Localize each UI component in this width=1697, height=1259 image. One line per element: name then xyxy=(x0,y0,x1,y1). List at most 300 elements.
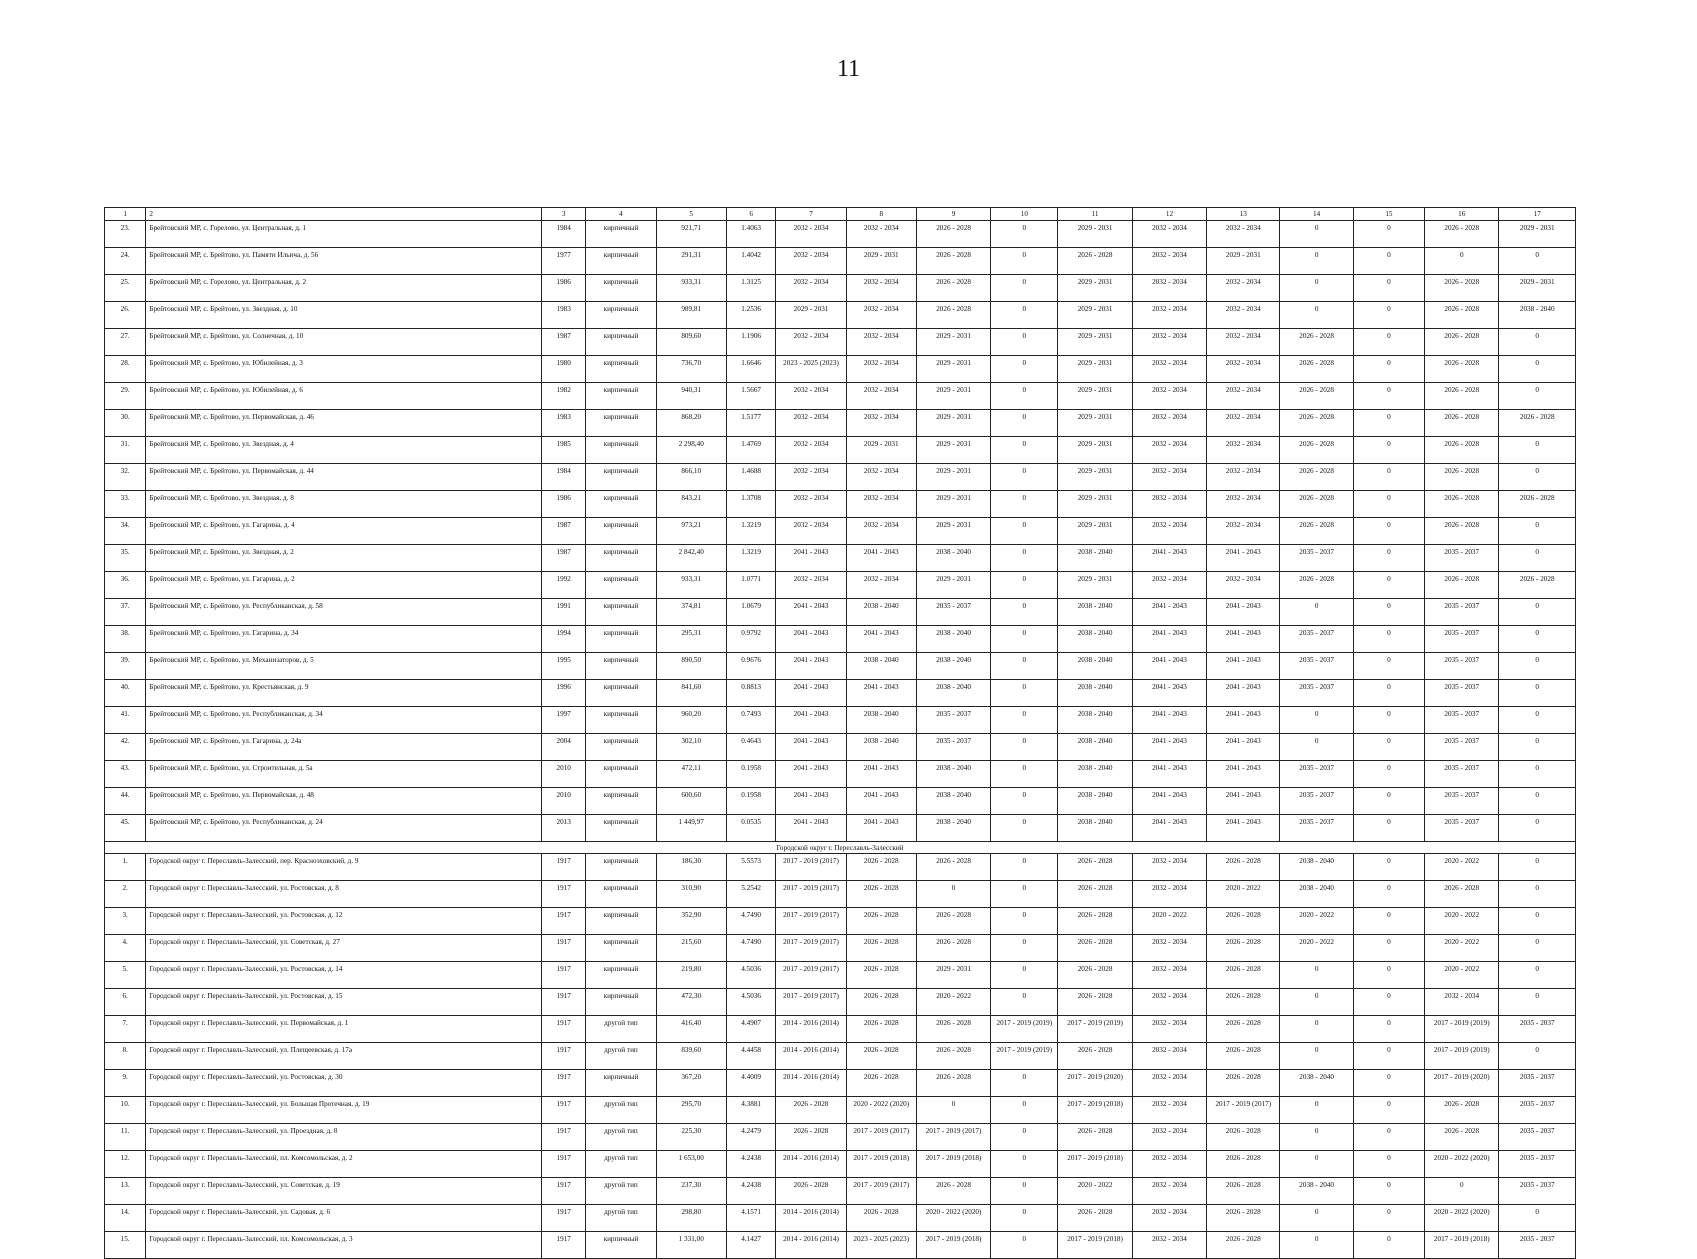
cell-col-10: 0 xyxy=(991,881,1058,908)
cell-col-15: 0 xyxy=(1353,491,1424,518)
address-cell: Брейтовский МР, с. Брейтово, ул. Первомайская, д. 44 xyxy=(146,464,542,491)
cell-col-4: кирпичный xyxy=(586,329,656,356)
cell-col-1: 27. xyxy=(105,329,146,356)
cell-col-16: 2017 - 2019 (2018) xyxy=(1425,1232,1499,1259)
cell-col-10: 0 xyxy=(991,464,1058,491)
page-number: 11 xyxy=(836,56,861,82)
cell-col-17: 0 xyxy=(1499,653,1576,680)
cell-col-11: 2038 - 2040 xyxy=(1058,761,1132,788)
cell-col-9: 2035 - 2037 xyxy=(916,599,990,626)
cell-col-12: 2032 - 2034 xyxy=(1132,1097,1206,1124)
cell-col-8: 2041 - 2043 xyxy=(846,815,916,842)
cell-col-12: 2032 - 2034 xyxy=(1132,1151,1206,1178)
address-cell: Брейтовский МР, с. Брейтово, ул. Звездная, д. 4 xyxy=(146,437,542,464)
cell-col-4: 4 xyxy=(586,208,656,221)
cell-col-15: 0 xyxy=(1353,275,1424,302)
cell-col-13: 2026 - 2028 xyxy=(1207,989,1280,1016)
cell-col-4: кирпичный xyxy=(586,908,656,935)
table-row xyxy=(105,680,1576,707)
cell-col-10: 0 xyxy=(991,545,1058,572)
cell-col-16: 2026 - 2028 xyxy=(1425,491,1499,518)
cell-col-8: 2041 - 2043 xyxy=(846,545,916,572)
cell-col-8: 2026 - 2028 xyxy=(846,881,916,908)
cell-col-5: 921,71 xyxy=(656,221,726,248)
cell-col-8: 2038 - 2040 xyxy=(846,707,916,734)
cell-col-8: 2026 - 2028 xyxy=(846,1043,916,1070)
cell-col-8: 2032 - 2034 xyxy=(846,275,916,302)
cell-col-6: 0.9792 xyxy=(726,626,776,653)
table-row xyxy=(105,491,1576,518)
cell-col-10: 0 xyxy=(991,329,1058,356)
cell-col-8: 2017 - 2019 (2017) xyxy=(846,1124,916,1151)
cell-col-7: 2041 - 2043 xyxy=(776,707,846,734)
cell-col-13: 13 xyxy=(1207,208,1280,221)
cell-col-13: 2032 - 2034 xyxy=(1207,275,1280,302)
cell-col-17: 2035 - 2037 xyxy=(1499,1070,1576,1097)
cell-col-14: 2026 - 2028 xyxy=(1280,410,1353,437)
cell-col-15: 0 xyxy=(1353,221,1424,248)
cell-col-17: 2035 - 2037 xyxy=(1499,1151,1576,1178)
address-cell: Городской округ г. Переславль-Залесский, ул. Ростовская, д. 15 xyxy=(146,989,542,1016)
cell-col-11: 2038 - 2040 xyxy=(1058,626,1132,653)
cell-col-11: 2029 - 2031 xyxy=(1058,302,1132,329)
cell-col-7: 2032 - 2034 xyxy=(776,464,846,491)
address-cell: Городской округ г. Переславль-Залесский, ул. Ростовская, д. 14 xyxy=(146,962,542,989)
cell-col-10: 0 xyxy=(991,626,1058,653)
cell-col-3: 1983 xyxy=(541,410,585,437)
cell-col-17: 0 xyxy=(1499,626,1576,653)
cell-col-10: 0 xyxy=(991,1178,1058,1205)
cell-col-12: 2041 - 2043 xyxy=(1132,761,1206,788)
cell-col-9: 2038 - 2040 xyxy=(916,788,990,815)
cell-col-12: 2032 - 2034 xyxy=(1132,1232,1206,1259)
cell-col-5: 843,21 xyxy=(656,491,726,518)
cell-col-10: 10 xyxy=(991,208,1058,221)
cell-col-13: 2032 - 2034 xyxy=(1207,383,1280,410)
cell-col-4: кирпичный xyxy=(586,383,656,410)
cell-col-5: 302,10 xyxy=(656,734,726,761)
cell-col-5: 310,90 xyxy=(656,881,726,908)
cell-col-8: 2023 - 2025 (2023) xyxy=(846,1232,916,1259)
cell-col-17: 0 xyxy=(1499,908,1576,935)
section-row xyxy=(105,842,1576,854)
cell-col-4: кирпичный xyxy=(586,599,656,626)
address-cell: Городской округ г. Переславль-Залесский, пер. Красноэховский, д. 9 xyxy=(146,854,542,881)
cell-col-17: 0 xyxy=(1499,854,1576,881)
cell-col-16: 16 xyxy=(1425,208,1499,221)
cell-col-5: 295,31 xyxy=(656,626,726,653)
cell-col-3: 1917 xyxy=(541,854,585,881)
cell-col-1: 4. xyxy=(105,935,146,962)
cell-col-9: 2029 - 2031 xyxy=(916,356,990,383)
cell-col-14: 2026 - 2028 xyxy=(1280,464,1353,491)
cell-col-5: 866,10 xyxy=(656,464,726,491)
cell-col-12: 2032 - 2034 xyxy=(1132,1178,1206,1205)
cell-col-15: 0 xyxy=(1353,734,1424,761)
cell-col-1: 3. xyxy=(105,908,146,935)
cell-col-4: другой тип xyxy=(586,1205,656,1232)
table-row xyxy=(105,1016,1576,1043)
cell-col-7: 2017 - 2019 (2017) xyxy=(776,935,846,962)
cell-col-1: 13. xyxy=(105,1178,146,1205)
cell-col-11: 2038 - 2040 xyxy=(1058,599,1132,626)
cell-col-14: 0 xyxy=(1280,1097,1353,1124)
cell-col-5: 933,31 xyxy=(656,275,726,302)
cell-col-10: 0 xyxy=(991,599,1058,626)
cell-col-7: 2041 - 2043 xyxy=(776,680,846,707)
cell-col-7: 2017 - 2019 (2017) xyxy=(776,908,846,935)
cell-col-9: 2029 - 2031 xyxy=(916,329,990,356)
cell-col-14: 0 xyxy=(1280,989,1353,1016)
cell-col-14: 14 xyxy=(1280,208,1353,221)
cell-col-3: 1987 xyxy=(541,545,585,572)
cell-col-12: 2032 - 2034 xyxy=(1132,248,1206,275)
cell-col-11: 2020 - 2022 xyxy=(1058,1178,1132,1205)
cell-col-16: 2026 - 2028 xyxy=(1425,518,1499,545)
cell-col-12: 2032 - 2034 xyxy=(1132,518,1206,545)
cell-col-5: 2 298,40 xyxy=(656,437,726,464)
cell-col-7: 2041 - 2043 xyxy=(776,788,846,815)
cell-col-13: 2041 - 2043 xyxy=(1207,680,1280,707)
cell-col-17: 0 xyxy=(1499,356,1576,383)
cell-col-8: 2032 - 2034 xyxy=(846,491,916,518)
cell-col-1: 25. xyxy=(105,275,146,302)
table-row xyxy=(105,221,1576,248)
cell-col-1: 15. xyxy=(105,1232,146,1259)
cell-col-7: 2041 - 2043 xyxy=(776,653,846,680)
table-row xyxy=(105,788,1576,815)
cell-col-9: 2026 - 2028 xyxy=(916,1043,990,1070)
cell-col-7: 2014 - 2016 (2014) xyxy=(776,1070,846,1097)
address-cell: Городской округ г. Переславль-Залесский, ул. Садовая, д. 6 xyxy=(146,1205,542,1232)
address-cell: Брейтовский МР, с. Брейтово, ул. Гагарина, д. 2 xyxy=(146,572,542,599)
cell-col-11: 2029 - 2031 xyxy=(1058,329,1132,356)
cell-col-14: 0 xyxy=(1280,599,1353,626)
cell-col-10: 0 xyxy=(991,908,1058,935)
cell-col-10: 0 xyxy=(991,788,1058,815)
cell-col-6: 4.4009 xyxy=(726,1070,776,1097)
cell-col-7: 2032 - 2034 xyxy=(776,221,846,248)
cell-col-10: 0 xyxy=(991,437,1058,464)
cell-col-1: 23. xyxy=(105,221,146,248)
cell-col-4: другой тип xyxy=(586,1124,656,1151)
cell-col-15: 0 xyxy=(1353,707,1424,734)
cell-col-15: 0 xyxy=(1353,680,1424,707)
cell-col-16: 2035 - 2037 xyxy=(1425,788,1499,815)
cell-col-1: 12. xyxy=(105,1151,146,1178)
cell-col-7: 2041 - 2043 xyxy=(776,626,846,653)
cell-col-3: 1917 xyxy=(541,1232,585,1259)
cell-col-7: 2032 - 2034 xyxy=(776,329,846,356)
cell-col-10: 0 xyxy=(991,734,1058,761)
cell-col-13: 2032 - 2034 xyxy=(1207,464,1280,491)
address-cell: Городской округ г. Переславль-Залесский, ул. Советская, д. 19 xyxy=(146,1178,542,1205)
cell-col-10: 2017 - 2019 (2019) xyxy=(991,1043,1058,1070)
cell-col-5: 1 331,00 xyxy=(656,1232,726,1259)
address-cell: Брейтовский МР, с. Брейтово, ул. Гагарина, д. 4 xyxy=(146,518,542,545)
cell-col-13: 2026 - 2028 xyxy=(1207,1070,1280,1097)
cell-col-11: 2026 - 2028 xyxy=(1058,908,1132,935)
cell-col-7: 2014 - 2016 (2014) xyxy=(776,1151,846,1178)
cell-col-15: 0 xyxy=(1353,1124,1424,1151)
cell-col-6: 5.2542 xyxy=(726,881,776,908)
cell-col-15: 0 xyxy=(1353,1205,1424,1232)
cell-col-1: 30. xyxy=(105,410,146,437)
cell-col-6: 4.5036 xyxy=(726,989,776,1016)
cell-col-8: 2026 - 2028 xyxy=(846,1070,916,1097)
cell-col-7: 2032 - 2034 xyxy=(776,437,846,464)
cell-col-13: 2032 - 2034 xyxy=(1207,491,1280,518)
cell-col-12: 2041 - 2043 xyxy=(1132,626,1206,653)
cell-col-1: 26. xyxy=(105,302,146,329)
cell-col-8: 2041 - 2043 xyxy=(846,761,916,788)
table-row xyxy=(105,464,1576,491)
cell-col-14: 0 xyxy=(1280,1151,1353,1178)
cell-col-15: 0 xyxy=(1353,464,1424,491)
cell-col-15: 0 xyxy=(1353,1178,1424,1205)
cell-col-17: 0 xyxy=(1499,1043,1576,1070)
cell-col-4: кирпичный xyxy=(586,935,656,962)
cell-col-14: 0 xyxy=(1280,1016,1353,1043)
cell-col-17: 0 xyxy=(1499,383,1576,410)
cell-col-17: 2035 - 2037 xyxy=(1499,1232,1576,1259)
cell-col-12: 2032 - 2034 xyxy=(1132,437,1206,464)
cell-col-10: 0 xyxy=(991,275,1058,302)
cell-col-5: 374,81 xyxy=(656,599,726,626)
cell-col-12: 2020 - 2022 xyxy=(1132,908,1206,935)
cell-col-13: 2041 - 2043 xyxy=(1207,707,1280,734)
cell-col-5: 940,31 xyxy=(656,383,726,410)
register-table xyxy=(104,207,1576,1259)
cell-col-14: 0 xyxy=(1280,221,1353,248)
cell-col-7: 2029 - 2031 xyxy=(776,302,846,329)
cell-col-15: 0 xyxy=(1353,1232,1424,1259)
cell-col-16: 2026 - 2028 xyxy=(1425,410,1499,437)
cell-col-15: 15 xyxy=(1353,208,1424,221)
cell-col-3: 1917 xyxy=(541,962,585,989)
cell-col-14: 2035 - 2037 xyxy=(1280,815,1353,842)
cell-col-1: 7. xyxy=(105,1016,146,1043)
address-cell: Брейтовский МР, с. Брейтово, ул. Памяти Ильича, д. 56 xyxy=(146,248,542,275)
cell-col-14: 2026 - 2028 xyxy=(1280,383,1353,410)
cell-col-5: 416,40 xyxy=(656,1016,726,1043)
table-row xyxy=(105,356,1576,383)
cell-col-7: 2014 - 2016 (2014) xyxy=(776,1232,846,1259)
cell-col-8: 2038 - 2040 xyxy=(846,599,916,626)
cell-col-3: 2013 xyxy=(541,815,585,842)
cell-col-16: 2026 - 2028 xyxy=(1425,437,1499,464)
cell-col-17: 0 xyxy=(1499,599,1576,626)
cell-col-17: 2029 - 2031 xyxy=(1499,221,1576,248)
cell-col-15: 0 xyxy=(1353,437,1424,464)
cell-col-11: 2029 - 2031 xyxy=(1058,572,1132,599)
cell-col-7: 2026 - 2028 xyxy=(776,1097,846,1124)
cell-col-1: 43. xyxy=(105,761,146,788)
cell-col-16: 2026 - 2028 xyxy=(1425,329,1499,356)
cell-col-11: 11 xyxy=(1058,208,1132,221)
cell-col-6: 4.2479 xyxy=(726,1124,776,1151)
cell-col-17: 2026 - 2028 xyxy=(1499,410,1576,437)
cell-col-13: 2032 - 2034 xyxy=(1207,518,1280,545)
cell-col-3: 1917 xyxy=(541,1016,585,1043)
cell-col-6: 1.0771 xyxy=(726,572,776,599)
cell-col-3: 1917 xyxy=(541,1151,585,1178)
cell-col-14: 0 xyxy=(1280,1205,1353,1232)
cell-col-17: 2038 - 2040 xyxy=(1499,302,1576,329)
cell-col-10: 0 xyxy=(991,1151,1058,1178)
cell-col-14: 2035 - 2037 xyxy=(1280,626,1353,653)
address-cell: Брейтовский МР, с. Брейтово, ул. Гагарина, д. 24а xyxy=(146,734,542,761)
cell-col-6: 1.0679 xyxy=(726,599,776,626)
cell-col-5: 472,11 xyxy=(656,761,726,788)
cell-col-13: 2041 - 2043 xyxy=(1207,545,1280,572)
cell-col-8: 2026 - 2028 xyxy=(846,935,916,962)
table-row xyxy=(105,1043,1576,1070)
address-cell: Городской округ г. Переславль-Залесский, ул. Проездная, д. 8 xyxy=(146,1124,542,1151)
cell-col-1: 37. xyxy=(105,599,146,626)
table-row xyxy=(105,734,1576,761)
cell-col-9: 2020 - 2022 (2020) xyxy=(916,1205,990,1232)
cell-col-5: 1 449,97 xyxy=(656,815,726,842)
cell-col-7: 7 xyxy=(776,208,846,221)
cell-col-1: 36. xyxy=(105,572,146,599)
cell-col-17: 0 xyxy=(1499,464,1576,491)
cell-col-6: 0.8813 xyxy=(726,680,776,707)
cell-col-6: 0.4643 xyxy=(726,734,776,761)
cell-col-8: 2017 - 2019 (2018) xyxy=(846,1151,916,1178)
cell-col-16: 2020 - 2022 (2020) xyxy=(1425,1151,1499,1178)
cell-col-10: 0 xyxy=(991,1124,1058,1151)
cell-col-15: 0 xyxy=(1353,1151,1424,1178)
table-row xyxy=(105,1178,1576,1205)
cell-col-17: 2026 - 2028 xyxy=(1499,572,1576,599)
cell-col-6: 0.7493 xyxy=(726,707,776,734)
cell-col-12: 2041 - 2043 xyxy=(1132,734,1206,761)
cell-col-8: 2032 - 2034 xyxy=(846,464,916,491)
cell-col-10: 0 xyxy=(991,1097,1058,1124)
cell-col-17: 0 xyxy=(1499,815,1576,842)
cell-col-16: 2017 - 2019 (2020) xyxy=(1425,1070,1499,1097)
cell-col-15: 0 xyxy=(1353,302,1424,329)
cell-col-16: 2035 - 2037 xyxy=(1425,680,1499,707)
cell-col-14: 2035 - 2037 xyxy=(1280,545,1353,572)
cell-col-17: 0 xyxy=(1499,329,1576,356)
cell-col-1: 44. xyxy=(105,788,146,815)
cell-col-8: 8 xyxy=(846,208,916,221)
cell-col-3: 1917 xyxy=(541,908,585,935)
cell-col-9: 2029 - 2031 xyxy=(916,383,990,410)
cell-col-15: 0 xyxy=(1353,1043,1424,1070)
cell-col-4: кирпичный xyxy=(586,437,656,464)
section-title: Городской округ г. Переславль-Залесский xyxy=(105,842,1576,854)
cell-col-3: 1987 xyxy=(541,329,585,356)
cell-col-7: 2032 - 2034 xyxy=(776,491,846,518)
cell-col-11: 2038 - 2040 xyxy=(1058,788,1132,815)
cell-col-12: 2032 - 2034 xyxy=(1132,410,1206,437)
cell-col-16: 2026 - 2028 xyxy=(1425,383,1499,410)
cell-col-6: 1.4769 xyxy=(726,437,776,464)
cell-col-17: 2035 - 2037 xyxy=(1499,1124,1576,1151)
cell-col-5: 809,60 xyxy=(656,329,726,356)
cell-col-11: 2029 - 2031 xyxy=(1058,356,1132,383)
cell-col-17: 0 xyxy=(1499,545,1576,572)
cell-col-11: 2017 - 2019 (2018) xyxy=(1058,1232,1132,1259)
cell-col-16: 0 xyxy=(1425,248,1499,275)
cell-col-11: 2026 - 2028 xyxy=(1058,962,1132,989)
cell-col-11: 2038 - 2040 xyxy=(1058,653,1132,680)
cell-col-1: 40. xyxy=(105,680,146,707)
table-row xyxy=(105,908,1576,935)
cell-col-6: 4.4458 xyxy=(726,1043,776,1070)
cell-col-6: 0.1958 xyxy=(726,788,776,815)
cell-col-3: 1995 xyxy=(541,653,585,680)
cell-col-9: 2026 - 2028 xyxy=(916,275,990,302)
cell-col-12: 2032 - 2034 xyxy=(1132,989,1206,1016)
address-cell: Городской округ г. Переславль-Залесский, ул. Ростовская, д. 30 xyxy=(146,1070,542,1097)
cell-col-7: 2032 - 2034 xyxy=(776,518,846,545)
cell-col-14: 0 xyxy=(1280,707,1353,734)
cell-col-17: 0 xyxy=(1499,881,1576,908)
cell-col-3: 1982 xyxy=(541,383,585,410)
cell-col-9: 2017 - 2019 (2017) xyxy=(916,1124,990,1151)
cell-col-13: 2017 - 2019 (2017) xyxy=(1207,1097,1280,1124)
cell-col-7: 2041 - 2043 xyxy=(776,734,846,761)
cell-col-7: 2014 - 2016 (2014) xyxy=(776,1016,846,1043)
cell-col-3: 1984 xyxy=(541,464,585,491)
cell-col-13: 2026 - 2028 xyxy=(1207,962,1280,989)
cell-col-6: 4.1427 xyxy=(726,1232,776,1259)
cell-col-9: 2038 - 2040 xyxy=(916,680,990,707)
cell-col-10: 0 xyxy=(991,962,1058,989)
cell-col-11: 2026 - 2028 xyxy=(1058,935,1132,962)
table-row xyxy=(105,437,1576,464)
cell-col-11: 2029 - 2031 xyxy=(1058,464,1132,491)
cell-col-17: 0 xyxy=(1499,1205,1576,1232)
cell-col-16: 2026 - 2028 xyxy=(1425,356,1499,383)
cell-col-11: 2029 - 2031 xyxy=(1058,275,1132,302)
cell-col-6: 1.1906 xyxy=(726,329,776,356)
cell-col-12: 2041 - 2043 xyxy=(1132,707,1206,734)
cell-col-16: 2035 - 2037 xyxy=(1425,815,1499,842)
cell-col-9: 2026 - 2028 xyxy=(916,935,990,962)
table-row xyxy=(105,572,1576,599)
cell-col-14: 2038 - 2040 xyxy=(1280,854,1353,881)
cell-col-13: 2032 - 2034 xyxy=(1207,329,1280,356)
cell-col-14: 0 xyxy=(1280,962,1353,989)
cell-col-16: 2020 - 2022 xyxy=(1425,908,1499,935)
address-cell: Брейтовский МР, с. Брейтово, ул. Первомайская, д. 46 xyxy=(146,410,542,437)
cell-col-6: 4.3881 xyxy=(726,1097,776,1124)
cell-col-16: 2026 - 2028 xyxy=(1425,275,1499,302)
table-row xyxy=(105,1124,1576,1151)
cell-col-15: 0 xyxy=(1353,881,1424,908)
cell-col-13: 2026 - 2028 xyxy=(1207,908,1280,935)
cell-col-9: 2029 - 2031 xyxy=(916,410,990,437)
cell-col-13: 2041 - 2043 xyxy=(1207,734,1280,761)
table-row xyxy=(105,653,1576,680)
address-cell: 2 xyxy=(146,208,542,221)
cell-col-5: 291,31 xyxy=(656,248,726,275)
address-cell: Брейтовский МР, с. Брейтово, ул. Республиканская, д. 24 xyxy=(146,815,542,842)
cell-col-1: 11. xyxy=(105,1124,146,1151)
cell-col-4: другой тип xyxy=(586,1016,656,1043)
cell-col-1: 39. xyxy=(105,653,146,680)
cell-col-3: 1917 xyxy=(541,935,585,962)
cell-col-1: 45. xyxy=(105,815,146,842)
address-cell: Брейтовский МР, с. Брейтово, ул. Звездная, д. 10 xyxy=(146,302,542,329)
cell-col-15: 0 xyxy=(1353,989,1424,1016)
cell-col-9: 2038 - 2040 xyxy=(916,815,990,842)
